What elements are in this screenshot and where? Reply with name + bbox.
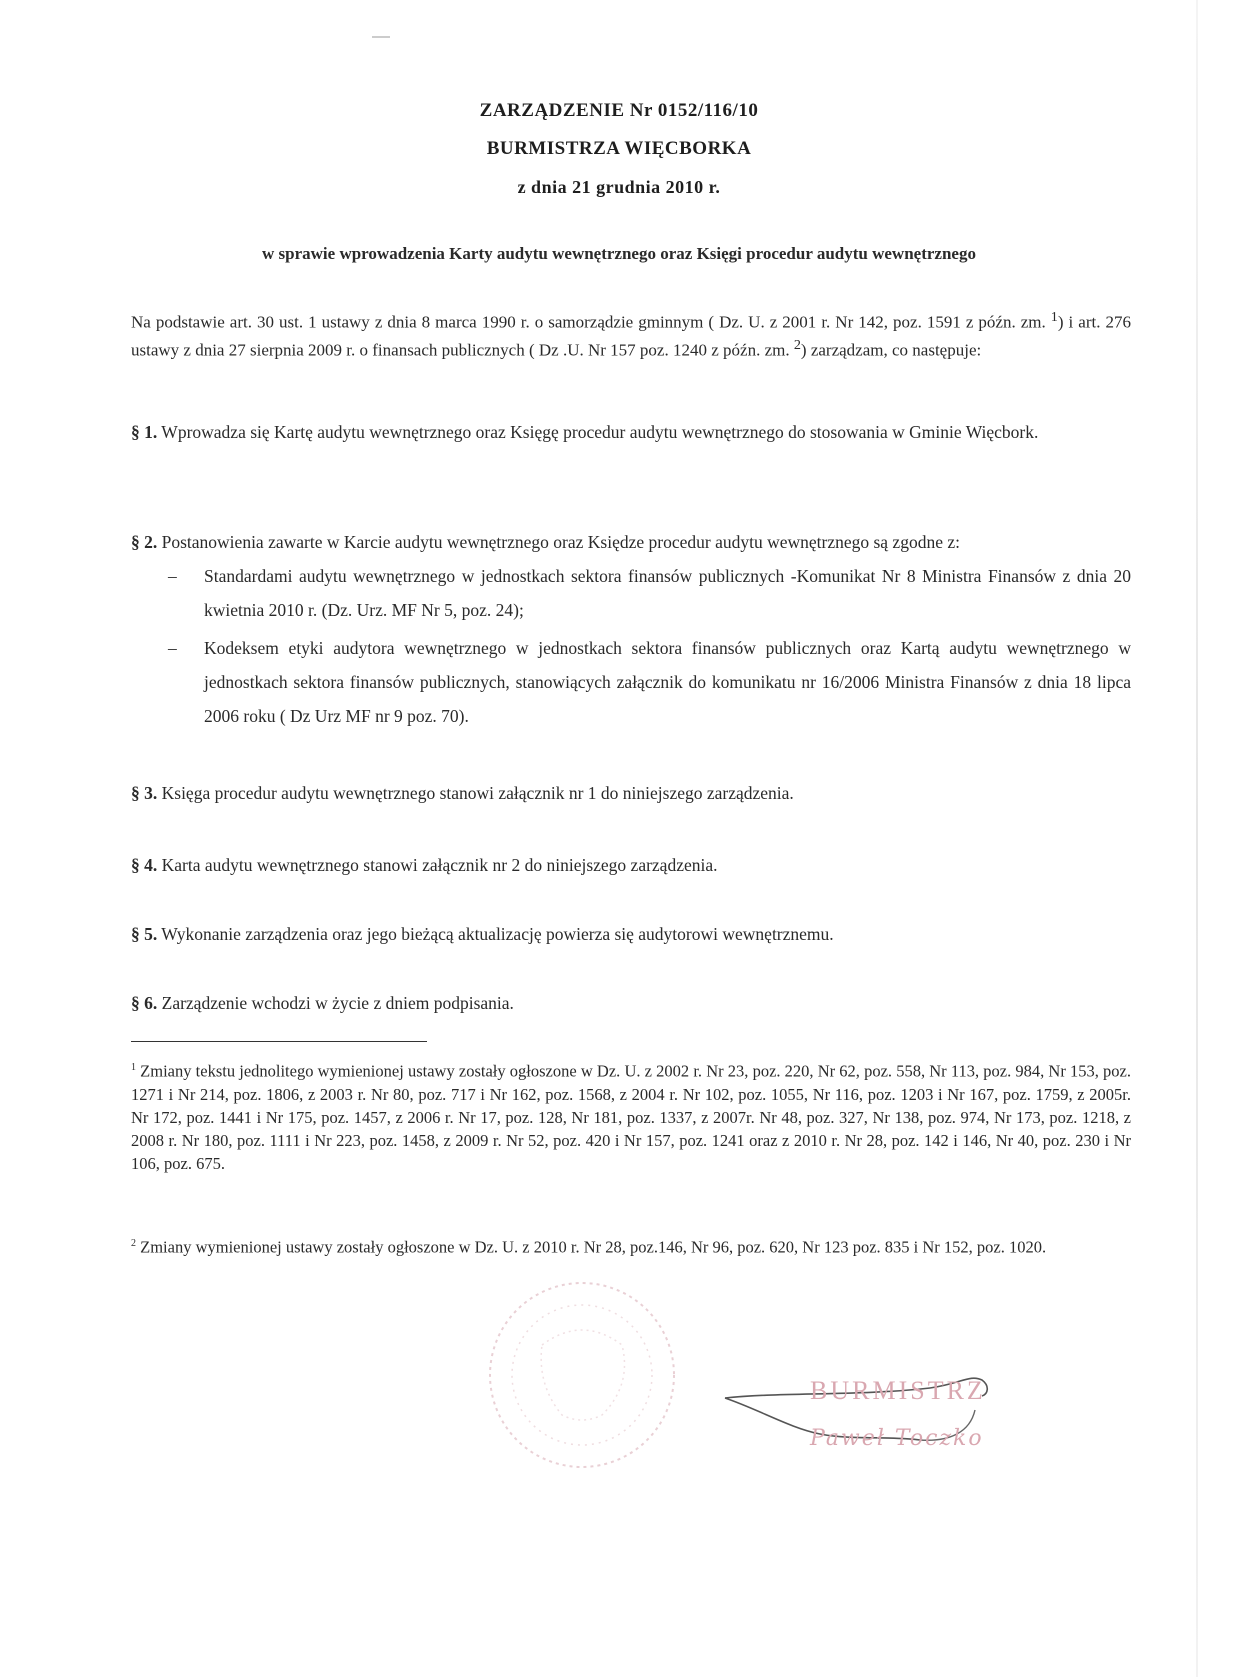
legal-basis: [131, 306, 1131, 361]
list-item: [168, 631, 1131, 733]
paragraph-number: § 3.: [131, 783, 158, 803]
signature-stamp-title: BURMISTRZ: [810, 1376, 986, 1405]
document-date: z dnia 21 grudnia 2010 r.: [517, 177, 721, 197]
document-issuer: BURMISTRZA WIĘCBORKA: [486, 138, 752, 159]
list-dash: –: [168, 566, 177, 586]
paragraph-text: Wykonanie zarządzenia oraz jego bieżącą aktualizację powierza się audytorowi wewnętrznemu.: [157, 924, 834, 944]
paragraph-1: [131, 415, 1131, 449]
signature-stamp-name: Paweł Toczko: [810, 1426, 984, 1451]
list-dash: –: [168, 638, 177, 658]
paragraph-text: Księga procedur audytu wewnętrznego stanowi załącznik nr 1 do niniejszego zarządzenia.: [157, 783, 794, 803]
list-item-text: Standardami audytu wewnętrznego w jednostkach sektora finansów publicznych -Komunikat Nr 8 Ministra Finansów z dnia 20 kwietnia 2010 r. (Dz. Urz. MF Nr 5, poz. 24);: [204, 566, 1131, 620]
paragraph-5: [131, 917, 1131, 951]
paragraph-text: Karta audytu wewnętrznego stanowi załącznik nr 2 do niniejszego zarządzenia.: [157, 855, 718, 875]
footnote-mark: 2: [131, 1238, 136, 1249]
footnote-ref-1: 1: [1050, 309, 1058, 325]
legal-basis-text-1: Na podstawie art. 30 ust. 1 ustawy z dnia 8 marca 1990 r. o samorządzie gminnym ( Dz. U. z 2001 r. Nr 142, poz. 1591 z późn. zm.: [131, 312, 1051, 332]
paragraph-number: § 2.: [131, 532, 158, 552]
document-title: ZARZĄDZENIE Nr 0152/116/10: [479, 100, 759, 121]
footnote-text: Zmiany wymienionej ustawy zostały ogłoszone w Dz. U. z 2010 r. Nr 28, poz.146, Nr 96, poz. 620, Nr 123 poz. 835 i Nr 152, poz. 1020.: [136, 1237, 1047, 1257]
footnote-text: Zmiany tekstu jednolitego wymienionej ustawy zostały ogłoszone w Dz. U. z 2002 r. Nr 23, poz. 220, Nr 62, poz. 558, Nr 113, poz. 984, Nr 153, poz. 1271 i Nr 214, poz. 1806, z 2003 r. Nr 80, poz. 717 i Nr 162, poz. 1568, z 2004 r. Nr 102, poz. 1055, Nr 116, poz. 1203 i Nr 167, poz. 1759, z 2005r. Nr 172, poz. 1441 i Nr 175, poz. 1457, z 2006 r. Nr 17, poz. 128, Nr 181, poz. 1337, z 2007r. Nr 48, poz. 327, Nr 138, poz. 974, Nr 173, poz. 1218, z 2008 r. Nr 180, poz. 1111 i Nr 223, poz. 1458, z 2009 r. Nr 52, poz. 420 i Nr 157, poz. 1241 oraz z 2010 r. Nr 28, poz. 142 i 146, Nr 40, poz. 230 i Nr 106, poz. 675.: [131, 1061, 1131, 1173]
legal-basis-text-2: ) i art. 276 ustawy z dnia 27 sierpnia 2009 r. o finansach publicznych ( Dz .U. Nr 157 poz. 1240 z późn. zm.: [131, 312, 1131, 360]
paragraph-6: [131, 986, 1131, 1020]
paragraph-text: Postanowienia zawarte w Karcie audytu wewnętrznego oraz Księdze procedur audytu wewnętrznego są zgodne z:: [157, 532, 960, 552]
footnote-ref-2: 2: [793, 336, 801, 353]
footnote-1: [131, 1056, 1131, 1175]
list-item-text: Kodeksem etyki audytora wewnętrznego w jednostkach sektora finansów publicznych oraz Kartą audytu wewnętrznego w jednostkach sektora finansów publicznych, stanowiących załącznik do komunikatu nr 16/2006 Ministra Finansów z dnia 18 lipca 2006 roku ( Dz Urz MF nr 9 poz. 70).: [204, 638, 1131, 726]
paragraph-number: § 4.: [131, 855, 158, 875]
paragraph-2: [131, 525, 1131, 559]
footnote-separator: [131, 1041, 427, 1042]
scan-speck: [372, 36, 390, 38]
document-subject: w sprawie wprowadzenia Karty audytu wewnętrznego oraz Księgi procedur audytu wewnętrznego: [262, 244, 976, 263]
paragraph-3: [131, 776, 1131, 810]
legal-basis-text-3: ) zarządzam, co następuje:: [800, 340, 982, 360]
paragraph-number: § 1.: [131, 422, 158, 442]
list-item: [168, 559, 1131, 627]
paragraph-number: § 5.: [131, 924, 158, 944]
paragraph-4: [131, 848, 1131, 882]
paragraph-text: Zarządzenie wchodzi w życie z dniem podpisania.: [157, 993, 514, 1013]
paragraph-number: § 6.: [131, 993, 158, 1013]
paragraph-text: Wprowadza się Kartę audytu wewnętrznego oraz Księgę procedur audytu wewnętrznego do stosowania w Gminie Więcbork.: [157, 422, 1039, 442]
official-seal: [482, 1275, 682, 1475]
footnote-mark: 1: [131, 1062, 136, 1073]
footnote-2: [131, 1232, 1131, 1259]
